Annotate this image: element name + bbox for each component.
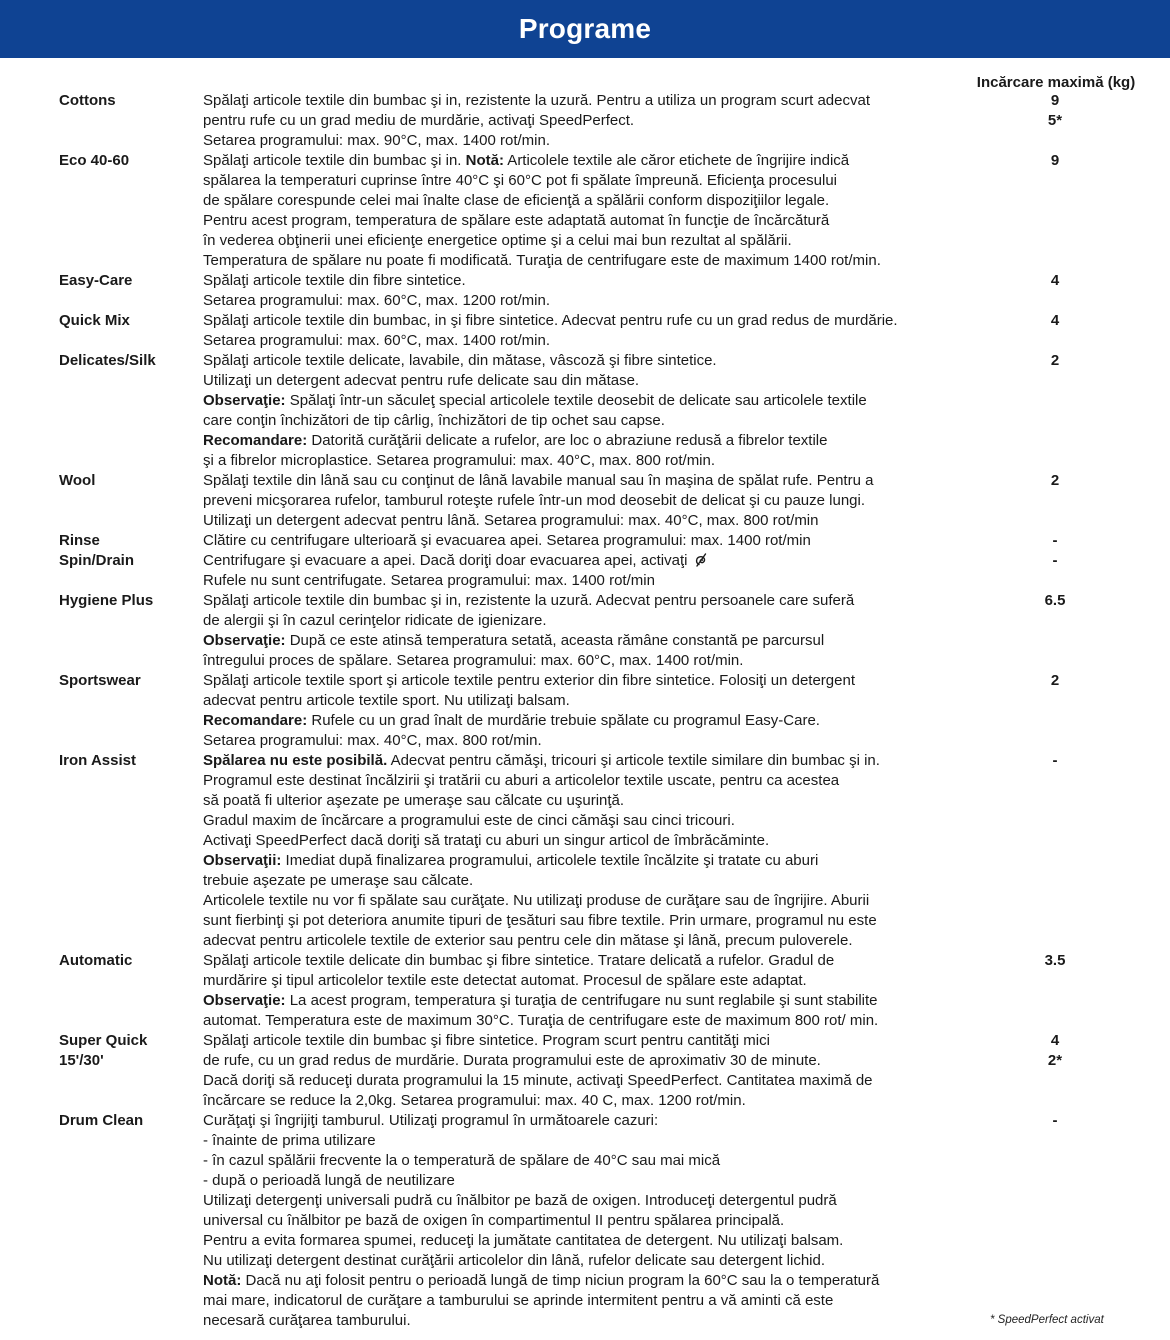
program-name bbox=[59, 591, 199, 611]
description-text: trebuie aşezate pe umeraşe sau călcate. bbox=[203, 872, 474, 889]
description-text: Datorită curăţării delicate a rufelor, are loc o abraziune redusă a fibrelor textile bbox=[307, 432, 828, 449]
description-line bbox=[203, 231, 993, 251]
description-line bbox=[203, 891, 993, 911]
program-description bbox=[203, 471, 993, 531]
description-text: în vederea obţinerii unei eficienţe energetice optime şi a celui mai bun rezultat al spălării. bbox=[203, 232, 792, 249]
description-text: Spălaţi textile din lână sau cu conţinut de lână lavabile manual sau în maşina de spălat rufe. Pentru a bbox=[203, 472, 874, 489]
description-text: Spălaţi articole textile din bumbac şi in, rezistente la uzură. Adecvat pentru persoanele care suferă bbox=[203, 592, 855, 609]
description-text: Nu utilizaţi detergent destinat curăţării articolelor din lână, rufelor delicate sau detergent lichid. bbox=[203, 1252, 826, 1269]
max-load-value bbox=[1015, 91, 1095, 131]
description-text: universal cu înălbitor pe bază de oxigen în compartimentul II pentru spălarea principală. bbox=[203, 1212, 785, 1229]
program-row bbox=[0, 1111, 1170, 1331]
max-load-value bbox=[1015, 531, 1095, 551]
description-line bbox=[203, 771, 993, 791]
description-line bbox=[203, 271, 993, 291]
description-text: care conţin închizători de tip cârlig, închizători de tip ochet sau capse. bbox=[203, 412, 665, 429]
description-line bbox=[203, 391, 993, 411]
description-line bbox=[203, 931, 993, 951]
program-row bbox=[0, 951, 1170, 1031]
description-line bbox=[203, 1311, 993, 1331]
program-row bbox=[0, 531, 1170, 551]
description-text: Spălaţi articole textile din bumbac şi fibre sintetice. Program scurt pentru cantităţi mici bbox=[203, 1032, 770, 1049]
program-row bbox=[0, 91, 1170, 151]
max-load-value bbox=[1015, 1111, 1095, 1131]
program-name-line: Sportswear bbox=[59, 672, 141, 689]
description-text: Utilizaţi un detergent adecvat pentru rufe delicate sau din mătase. bbox=[203, 372, 640, 389]
description-line bbox=[203, 991, 993, 1011]
program-name bbox=[59, 1031, 199, 1071]
description-text: să poată fi ulterior aşezate pe umeraşe sau călcate cu uşurinţă. bbox=[203, 792, 625, 809]
description-text: adecvat pentru articole textile sport. Nu utilizaţi balsam. bbox=[203, 692, 570, 709]
program-description bbox=[203, 311, 993, 351]
description-line bbox=[203, 411, 993, 431]
program-name bbox=[59, 471, 199, 491]
description-line bbox=[203, 1251, 993, 1271]
description-label: Observaţie: bbox=[203, 632, 286, 649]
max-load-value bbox=[1015, 151, 1095, 171]
description-text: automat. Temperatura este de maximum 30°C. Turaţia de centrifugare este de maximum 800 rot/ min. bbox=[203, 1012, 879, 1029]
page-header bbox=[0, 0, 1170, 58]
program-name bbox=[59, 1111, 199, 1131]
max-load-line: - bbox=[1052, 1112, 1058, 1129]
description-line bbox=[203, 371, 993, 391]
description-line bbox=[203, 471, 993, 491]
description-line bbox=[203, 1151, 993, 1171]
description-line bbox=[203, 911, 993, 931]
description-text: Setarea programului: max. 90°C, max. 1400 rot/min. bbox=[203, 132, 550, 149]
program-name bbox=[59, 271, 199, 291]
description-text: - după o perioadă lungă de neutilizare bbox=[203, 1172, 455, 1189]
max-load-value bbox=[1015, 271, 1095, 291]
program-name-line: Delicates/Silk bbox=[59, 352, 156, 369]
description-text: sunt fierbinţi şi pot deteriora anumite tipuri de ţesături sau fibre textile. Prin urmare, programul nu este bbox=[203, 912, 877, 929]
description-line bbox=[203, 731, 993, 751]
description-line bbox=[203, 91, 993, 111]
program-row bbox=[0, 471, 1170, 531]
description-text: Utilizaţi detergenţi universali pudră cu înălbitor pe bază de oxigen. Introduceţi detergentul pudră bbox=[203, 1192, 837, 1209]
program-name-line: Super Quick bbox=[59, 1032, 148, 1049]
program-name-line: Quick Mix bbox=[59, 312, 130, 329]
description-line bbox=[203, 1111, 993, 1131]
description-text: Rufele nu sunt centrifugate. Setarea programului: max. 1400 rot/min bbox=[203, 572, 655, 589]
description-text: Adecvat pentru cămăşi, tricouri şi articole textile similare din bumbac şi in. bbox=[387, 752, 880, 769]
description-text: Programul este destinat încălzirii şi tratării cu aburi a articolelor textile uscate, pentru ca acestea bbox=[203, 772, 840, 789]
description-text: Spălaţi articole textile din bumbac şi in. bbox=[203, 152, 466, 169]
program-row bbox=[0, 1031, 1170, 1111]
description-line bbox=[203, 1191, 993, 1211]
program-name-line: Wool bbox=[59, 472, 96, 489]
description-text: de spălare corespunde celei mai înalte clase de eficienţă a spălării conform dispoziţiilor legale. bbox=[203, 192, 830, 209]
description-line bbox=[203, 691, 993, 711]
description-line bbox=[203, 751, 993, 771]
program-name bbox=[59, 951, 199, 971]
description-text: Temperatura de spălare nu poate fi modificată. Turaţia de centrifugare este de maximum 1400 rot/min. bbox=[203, 252, 881, 269]
description-text: Activaţi SpeedPerfect dacă doriţi să trataţi cu aburi un singur articol de îmbrăcăminte. bbox=[203, 832, 770, 849]
description-line bbox=[203, 711, 993, 731]
description-line bbox=[203, 1231, 993, 1251]
program-description bbox=[203, 531, 993, 551]
description-line bbox=[203, 1171, 993, 1191]
program-description bbox=[203, 151, 993, 271]
description-line bbox=[203, 171, 993, 191]
description-line bbox=[203, 331, 993, 351]
max-load-line: 2 bbox=[1050, 352, 1060, 369]
program-name-line: Automatic bbox=[59, 952, 133, 969]
description-text: Dacă doriţi să reduceţi durata programului la 15 minute, activaţi SpeedPerfect. Cantitatea maximă de bbox=[203, 1072, 873, 1089]
program-name-line: Hygiene Plus bbox=[59, 592, 154, 609]
description-text: adecvat pentru articolele textile de exterior sau pentru cele din mătase şi lână, precum puloverele. bbox=[203, 932, 853, 949]
description-line bbox=[203, 591, 993, 611]
max-load-value bbox=[1015, 751, 1095, 771]
description-line bbox=[203, 1011, 993, 1031]
description-text: de rufe, cu un grad redus de murdărie. Durata programului este de aproximativ 30 de minute. bbox=[203, 1052, 821, 1069]
description-line bbox=[203, 491, 993, 511]
program-row bbox=[0, 311, 1170, 351]
description-line bbox=[203, 1291, 993, 1311]
description-label: Notă: bbox=[203, 1272, 242, 1289]
description-text: Spălaţi articole textile delicate, lavabile, din mătase, vâscoză şi fibre sintetice. bbox=[203, 352, 717, 369]
description-text: Pentru acest program, temperatura de spălare este adaptată automat în funcţie de încărcătură bbox=[203, 212, 830, 229]
program-name-line: Spin/Drain bbox=[59, 552, 135, 569]
description-label: Observaţie: bbox=[203, 992, 286, 1009]
description-line bbox=[203, 431, 993, 451]
description-text: şi a fibrelor microplastice. Setarea programului: max. 40°C, max. 800 rot/min. bbox=[203, 452, 716, 469]
program-name bbox=[59, 151, 199, 171]
description-text: Pentru a evita formarea spumei, reduceţi la jumătate cantitatea de detergent. Nu utilizaţi balsam. bbox=[203, 1232, 844, 1249]
program-name-line: Eco 40-60 bbox=[59, 152, 130, 169]
description-line bbox=[203, 251, 993, 271]
description-text: de alergii şi în cazul cerinţelor ridicate de igienizare. bbox=[203, 612, 547, 629]
description-text: Curăţaţi şi îngrijiţi tamburul. Utilizaţi programul în următoarele cazuri: bbox=[203, 1112, 659, 1129]
program-name-line: Rinse bbox=[59, 532, 100, 549]
description-text: Gradul maxim de încărcare a programului este de cinci cămăşi sau cinci tricouri. bbox=[203, 812, 735, 829]
description-text: Articolele textile ale căror etichete de îngrijire indică bbox=[503, 152, 850, 169]
max-load-line: 4 bbox=[1050, 1032, 1060, 1049]
description-label: Recomandare: bbox=[203, 712, 308, 729]
description-label: Notă: bbox=[465, 152, 504, 169]
description-line bbox=[203, 1031, 993, 1051]
description-line bbox=[203, 951, 993, 971]
description-text: Spălaţi articole textile sport şi articole textile pentru exterior din fibre sintetice. Folosiţi un detergent bbox=[203, 672, 855, 689]
description-text: Setarea programului: max. 60°C, max. 1400 rot/min. bbox=[203, 332, 550, 349]
max-load-line: 2* bbox=[1047, 1052, 1063, 1069]
description-text: Centrifugare şi evacuare a apei. Dacă doriţi doar evacuarea apei, activaţi bbox=[203, 552, 692, 569]
description-line bbox=[203, 871, 993, 891]
max-load-line: - bbox=[1052, 752, 1058, 769]
program-row bbox=[0, 271, 1170, 311]
max-load-value bbox=[1015, 1031, 1095, 1071]
description-line bbox=[203, 1131, 993, 1151]
max-load-value bbox=[1015, 951, 1095, 971]
program-name bbox=[59, 671, 199, 691]
description-text: Utilizaţi un detergent adecvat pentru lână. Setarea programului: max. 40°C, max. 800 rot/min bbox=[203, 512, 819, 529]
description-line bbox=[203, 851, 993, 871]
description-text: Setarea programului: max. 40°C, max. 800 rot/min. bbox=[203, 732, 542, 749]
page-title: Programe bbox=[518, 13, 652, 44]
program-description bbox=[203, 1111, 993, 1331]
description-label: Spălarea nu este posibilă. bbox=[203, 752, 388, 769]
program-row bbox=[0, 671, 1170, 751]
program-name-line: Iron Assist bbox=[59, 752, 136, 769]
description-line bbox=[203, 551, 993, 571]
program-name bbox=[59, 751, 199, 771]
program-description bbox=[203, 351, 993, 471]
description-line bbox=[203, 311, 993, 331]
description-line bbox=[203, 1071, 993, 1091]
program-description bbox=[203, 551, 993, 591]
description-text: La acest program, temperatura şi turaţia de centrifugare nu sunt reglabile şi sunt stabilite bbox=[285, 992, 878, 1009]
description-line bbox=[203, 451, 993, 471]
description-text: mai mare, indicatorul de curăţare a tamburului se aprinde intermitent pentru a vă aminti că este bbox=[203, 1292, 834, 1309]
description-text: murdărire şi tipul articolelor textile este detectat automat. Procesul de spălare este adaptat. bbox=[203, 972, 807, 989]
description-text: Dacă nu aţi folosit pentru o perioadă lungă de timp niciun program la 60°C sau la o temperatură bbox=[241, 1272, 880, 1289]
max-load-value bbox=[1015, 591, 1095, 611]
max-load-value bbox=[1015, 471, 1095, 491]
program-name-line: Drum Clean bbox=[59, 1112, 144, 1129]
description-line bbox=[203, 131, 993, 151]
programs-table bbox=[0, 91, 1170, 1331]
description-text: preveni micşorarea rufelor, tamburul roteşte rufele într-un mod deosebit de delicat şi cu pauze lungi. bbox=[203, 492, 866, 509]
max-load-line: 6.5 bbox=[1044, 592, 1066, 609]
description-label: Observaţii: bbox=[203, 852, 282, 869]
max-load-line: 3.5 bbox=[1044, 952, 1066, 969]
description-text: Articolele textile nu vor fi spălate sau curăţate. Nu utilizaţi produse de curăţare sau de îngrijire. Aburii bbox=[203, 892, 870, 909]
description-line bbox=[203, 1271, 993, 1291]
program-row bbox=[0, 351, 1170, 471]
description-text: Spălaţi articole textile din bumbac, in şi fibre sintetice. Adecvat pentru rufe cu un grad redus de murdărie. bbox=[203, 312, 898, 329]
description-label: Observaţie: bbox=[203, 392, 286, 409]
max-load-line: 5* bbox=[1047, 112, 1063, 129]
description-text: necesară curăţarea tamburului. bbox=[203, 1312, 411, 1329]
description-line bbox=[203, 211, 993, 231]
description-text: pentru rufe cu un grad mediu de murdărie, activaţi SpeedPerfect. bbox=[203, 112, 635, 129]
description-line bbox=[203, 831, 993, 851]
description-line bbox=[203, 811, 993, 831]
max-load-value bbox=[1015, 311, 1095, 331]
description-text: Setarea programului: max. 60°C, max. 1200 rot/min. bbox=[203, 292, 550, 309]
max-load-line: 4 bbox=[1050, 272, 1060, 289]
max-load-value bbox=[1015, 671, 1095, 691]
max-load-line: - bbox=[1052, 552, 1058, 569]
program-name bbox=[59, 551, 199, 571]
program-description bbox=[203, 951, 993, 1031]
description-text: Spălaţi articole textile din fibre sintetice. bbox=[203, 272, 466, 289]
max-load-value bbox=[1015, 351, 1095, 371]
description-line bbox=[203, 651, 993, 671]
max-load-line: 9 bbox=[1050, 92, 1060, 109]
description-line bbox=[203, 1091, 993, 1111]
description-line bbox=[203, 111, 993, 131]
description-text: - în cazul spălării frecvente la o temperatură de spălare de 40°C sau mai mică bbox=[203, 1152, 721, 1169]
description-text: Clătire cu centrifugare ulterioară şi evacuarea apei. Setarea programului: max. 1400 rot/min bbox=[203, 532, 811, 549]
description-line bbox=[203, 151, 993, 171]
max-load-line: 2 bbox=[1050, 672, 1060, 689]
description-text: întregului proces de spălare. Setarea programului: max. 60°C, max. 1400 rot/min. bbox=[203, 652, 744, 669]
no-spin-icon bbox=[694, 553, 710, 567]
max-load-line: 2 bbox=[1050, 472, 1060, 489]
program-row bbox=[0, 591, 1170, 671]
program-row bbox=[0, 551, 1170, 591]
description-label: Recomandare: bbox=[203, 432, 308, 449]
description-line bbox=[203, 351, 993, 371]
description-text: Rufele cu un grad înalt de murdărie trebuie spălate cu programul Easy-Care. bbox=[307, 712, 820, 729]
description-text: - înainte de prima utilizare bbox=[203, 1132, 376, 1149]
description-text: spălarea la temperaturi cuprinse între 40°C şi 60°C pot fi spălate împreună. Eficienţa procesului bbox=[203, 172, 837, 189]
program-name bbox=[59, 91, 199, 111]
program-description bbox=[203, 671, 993, 751]
program-name bbox=[59, 531, 199, 551]
description-text: Spălaţi articole textile delicate din bumbac şi fibre sintetice. Tratare delicată a rufelor. Gradul de bbox=[203, 952, 835, 969]
program-description bbox=[203, 751, 993, 951]
description-line bbox=[203, 1211, 993, 1231]
program-name-line: 15'/30' bbox=[59, 1052, 104, 1069]
description-line bbox=[203, 791, 993, 811]
program-description bbox=[203, 1031, 993, 1111]
description-text: Spălaţi într-un săculeţ special articolele textile deosebit de delicate sau articolele textile bbox=[285, 392, 867, 409]
description-line bbox=[203, 571, 993, 591]
program-description bbox=[203, 91, 993, 151]
max-load-line: 4 bbox=[1050, 312, 1060, 329]
program-name bbox=[59, 311, 199, 331]
max-load-value bbox=[1015, 551, 1095, 571]
description-line bbox=[203, 531, 993, 551]
max-load-line: - bbox=[1052, 532, 1058, 549]
max-load-column-header: Incărcare maximă (kg) bbox=[976, 74, 1136, 91]
description-line bbox=[203, 631, 993, 651]
max-load-line: 9 bbox=[1050, 152, 1060, 169]
description-text: Spălaţi articole textile din bumbac şi in, rezistente la uzură. Pentru a utiliza un program scurt adecvat bbox=[203, 92, 871, 109]
program-row bbox=[0, 751, 1170, 951]
program-name-line: Easy-Care bbox=[59, 272, 133, 289]
program-row bbox=[0, 151, 1170, 271]
program-name-line: Cottons bbox=[59, 92, 116, 109]
program-description bbox=[203, 271, 993, 311]
description-line bbox=[203, 1051, 993, 1071]
description-line bbox=[203, 511, 993, 531]
description-line bbox=[203, 671, 993, 691]
description-text: încărcare se reduce la 2,0kg. Setarea programului: max. 40 C, max. 1200 rot/min. bbox=[203, 1092, 746, 1109]
description-line bbox=[203, 191, 993, 211]
program-name bbox=[59, 351, 199, 371]
description-line bbox=[203, 611, 993, 631]
program-description bbox=[203, 591, 993, 671]
footnote: * SpeedPerfect activat bbox=[990, 1314, 1104, 1326]
description-text: Imediat după finalizarea programului, articolele textile încălzite şi tratate cu aburi bbox=[281, 852, 819, 869]
description-line bbox=[203, 291, 993, 311]
description-line bbox=[203, 971, 993, 991]
description-text: După ce este atinsă temperatura setată, aceasta rămâne constantă pe parcursul bbox=[285, 632, 825, 649]
